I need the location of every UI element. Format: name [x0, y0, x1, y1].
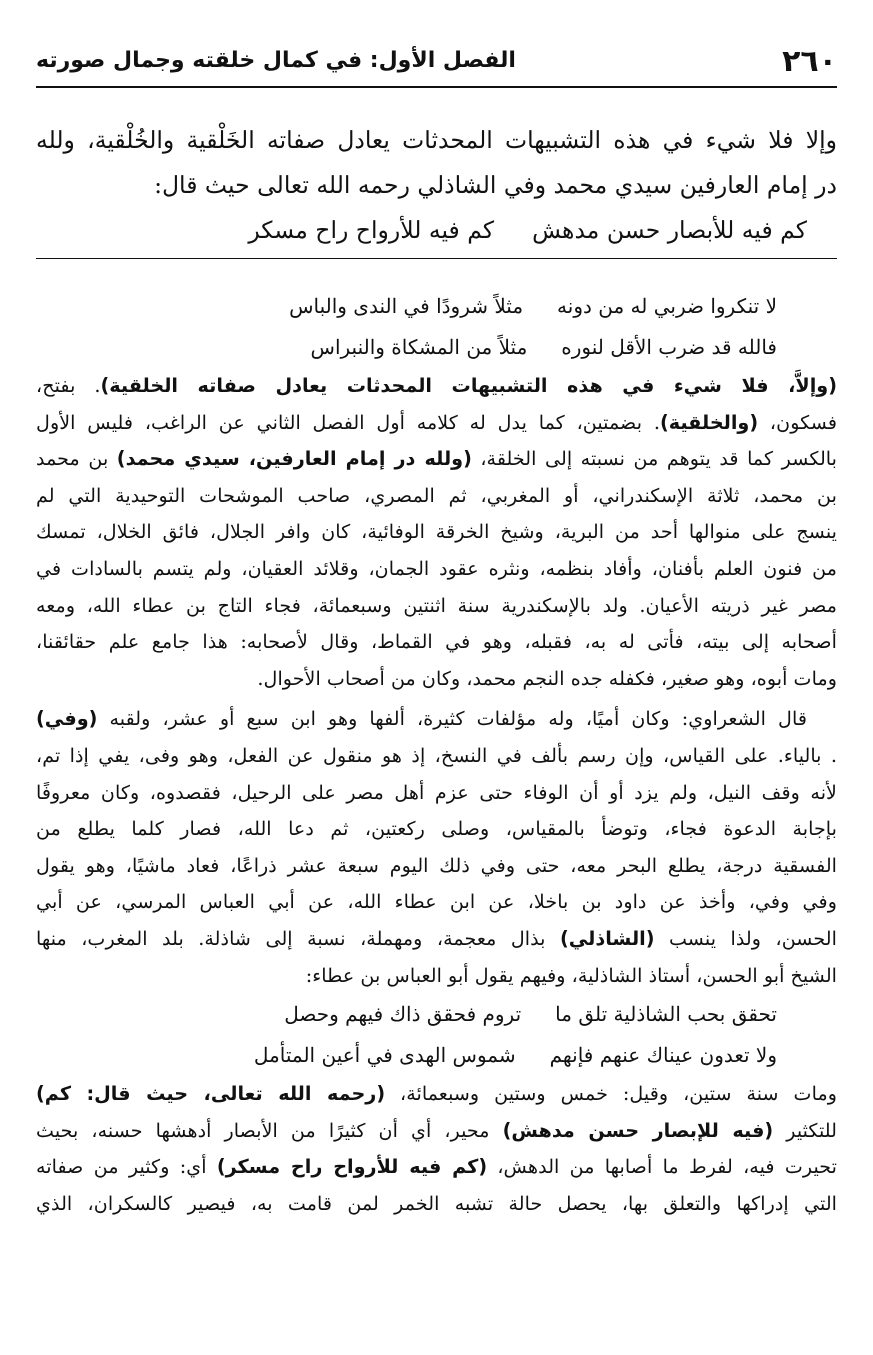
- commentary-text: تحيرت فيه، لفرط ما أصابها من الدهش،: [487, 1155, 837, 1179]
- commentary-line: [36, 441, 837, 478]
- commentary-line: [36, 1186, 837, 1223]
- main-text: [36, 118, 837, 253]
- commentary-line: [36, 701, 837, 738]
- verse-hemistich: مثلاً من المشكاة والنبراس: [310, 335, 528, 359]
- commentary-line: [36, 738, 837, 775]
- quoted-matn: (الشاذلي): [559, 926, 655, 950]
- commentary-text: . بفتح،: [36, 374, 101, 397]
- commentary-text: الشيخ أبو الحسن، أستاذ الشاذلية، وفيهم يقول أبو العباس بن عطاء:: [305, 963, 837, 987]
- commentary-text: أصحابه إلى بيته، فأتى له به، فقبله، وهو في القماط، وقال لأصحابه: هذا جامع علم حقائقنا،: [36, 630, 837, 654]
- commentary-line: [36, 624, 837, 661]
- commentary-text: مصر غير ذريته الأعيان. ولد بالإسكندرية سنة اثنتين وسبعمائة، فجاء التاج بن عطاء الله، ومعه: [36, 593, 837, 617]
- commentary-line: [36, 405, 837, 442]
- commentary-line: [36, 921, 837, 958]
- commentary-text: بإجابة الدعوة فجاء، وتوضأ بالمقياس، وصلى ركعتين، ثم دعا الله، فصار كلما يطلع من: [36, 817, 837, 841]
- quoted-matn: (فيه للإبصار حسن مدهش): [502, 1118, 774, 1142]
- commentary-text: . بالياء. على القياس، وإن رسم بألف في النسخ، إذ هو منقول عن الفعل، وهو وفى، يفي إذا تم،: [36, 743, 837, 767]
- quoted-matn: (ولله در إمام العارفين، سيدي محمد): [116, 447, 472, 471]
- commentary-line: [36, 811, 837, 848]
- commentary-text: لأنه وقف النيل، ولم يزد أو أن الوفاء حتى عزم أهل مصر على الرحيل، فقصدوه، وكان معروفًا: [36, 780, 837, 804]
- commentary-text: وفي وفي، وأخذ عن داود بن باخلا، عن ابن عطاء الله، عن أبي العباس المرسي، عن أبي: [36, 890, 837, 914]
- commentary-text: أي: وكثير من صفاته: [36, 1155, 217, 1179]
- commentary-text: للتكثير: [773, 1118, 837, 1142]
- commentary-line: [36, 514, 837, 551]
- commentary-paragraph: [36, 701, 837, 994]
- commentary-text: من فنون العلم بأفنان، وأفاد بنظمه، ونثره عقود الجمان، وقلائد العقيان، ولم يتسم بالسادات في: [36, 556, 837, 580]
- commentary-line: [36, 1076, 837, 1113]
- page-number: ٢٦٠: [782, 44, 837, 79]
- page-header: [36, 40, 837, 88]
- verse-hemistich: كم فيه للأرواح راح مسكر: [248, 216, 495, 244]
- commentary-line: [36, 775, 837, 812]
- verse-hemistich: كم فيه للأبصار حسن مدهش: [532, 216, 807, 244]
- commentary-line: [36, 661, 837, 698]
- verse-hemistich: ولا تعدون عيناك عنهم فإنهم: [549, 1043, 777, 1068]
- commentary-verse: [36, 1035, 837, 1076]
- commentary-text: بن محمد: [36, 447, 117, 471]
- commentary-line: [36, 848, 837, 885]
- quoted-matn: (رحمه الله تعالى، حيث قال: كم): [36, 1082, 386, 1106]
- commentary-text: ينسج على منوالها أحد من البرية، وشيخ الخرقة الوفائية، كان وافر الجلال، فائق الخلال، تمسك: [36, 520, 837, 544]
- commentary-paragraph: [36, 368, 837, 697]
- verse-hemistich: فالله قد ضرب الأقل لنوره: [561, 335, 777, 359]
- commentary-verse: [36, 327, 837, 368]
- commentary-text: قال الشعراوي: وكان أميًا، وله مؤلفات كثيرة، ألفها وهو ابن سبع أو عشر، ولقبه: [97, 707, 807, 731]
- commentary-text: بن محمد، ثلاثة الإسكندراني، أو المغربي، ثم المصري، صاحب الموشحات التوحيدية التي لم: [36, 483, 837, 507]
- commentary-text: بذال معجمة، ومهملة، نسبة إلى شاذلة. بلد المغرب، منها: [36, 926, 560, 950]
- commentary-text: . بضمتين، كما يدل له كلامه أول الفصل الثاني عن الراغب، فليس الأول: [36, 410, 660, 434]
- verse-hemistich: تروم فحقق ذاك فيهم وحصل: [284, 1002, 522, 1027]
- commentary-text: الفسقية درجة، يطلع البحر معه، حتى وفي ذلك اليوم سبعة عشر ذراعًا، فعاد ماشيًا، وهو يقول: [36, 853, 837, 877]
- book-page: [36, 0, 837, 1355]
- commentary: [36, 286, 837, 1222]
- commentary-text: الحسن، ولذا ينسب: [654, 926, 837, 950]
- commentary-line: [36, 368, 837, 405]
- main-text-line: وإلا فلا شيء في هذه التشبيهات المحدثات يعادل صفاته الخَلْقية والخُلْقية، ولله: [36, 126, 837, 154]
- commentary-line: [36, 478, 837, 515]
- commentary-paragraph: [36, 1076, 837, 1222]
- text-divider: [36, 258, 837, 259]
- verse-hemistich: تحقق بحب الشاذلية تلق ما: [555, 1002, 777, 1027]
- commentary-line: [36, 1149, 837, 1186]
- main-verse: [36, 208, 837, 253]
- commentary-line: [36, 958, 837, 995]
- commentary-line: [36, 884, 837, 921]
- main-text-line: در إمام العارفين سيدي محمد وفي الشاذلي رحمه الله تعالى حيث قال:: [154, 171, 837, 199]
- commentary-text: التي إدراكها والتعلق بها، يحصل حالة تشبه الخمر لمن قامت به، فيصير كالسكران، الذي: [36, 1191, 837, 1215]
- running-head: الفصل الأول: في كمال خلقته وجمال صورته: [36, 48, 516, 73]
- commentary-line: [36, 588, 837, 625]
- verse-hemistich: لا تنكروا ضربي له من دونه: [557, 294, 777, 318]
- quoted-matn: (وإلاَّ، فلا شيء في هذه التشبيهات المحدثات يعادل صفاته الخلقية): [100, 374, 837, 397]
- commentary-line: [36, 551, 837, 588]
- verse-hemistich: شموس الهدى في أعين المتأمل: [253, 1043, 516, 1068]
- commentary-line: [36, 1113, 837, 1150]
- commentary-text: بالكسر كما قد يتوهم من نسبته إلى الخلقة،: [471, 447, 837, 471]
- commentary-text: ومات أبوه، وهو صغير، فكفله جده النجم محمد، وكان من أصحاب الأحوال.: [257, 666, 837, 690]
- commentary-text: محير، أي أن كثيرًا من الأبصار أدهشها حسنه، بحيث: [36, 1118, 503, 1142]
- commentary-text: فسكون،: [758, 410, 837, 434]
- commentary-verse: [36, 994, 837, 1035]
- commentary-text: ومات سنة ستين، وقيل: خمس وستين وسبعمائة،: [385, 1082, 837, 1106]
- commentary-verse: [36, 286, 837, 327]
- quoted-matn: (كم فيه للأرواح راح مسكر): [216, 1155, 488, 1179]
- verse-hemistich: مثلاً شرودًا في الندى والباس: [289, 294, 524, 318]
- quoted-matn: (والخلقية): [659, 410, 759, 434]
- quoted-matn: (وفي): [36, 707, 98, 731]
